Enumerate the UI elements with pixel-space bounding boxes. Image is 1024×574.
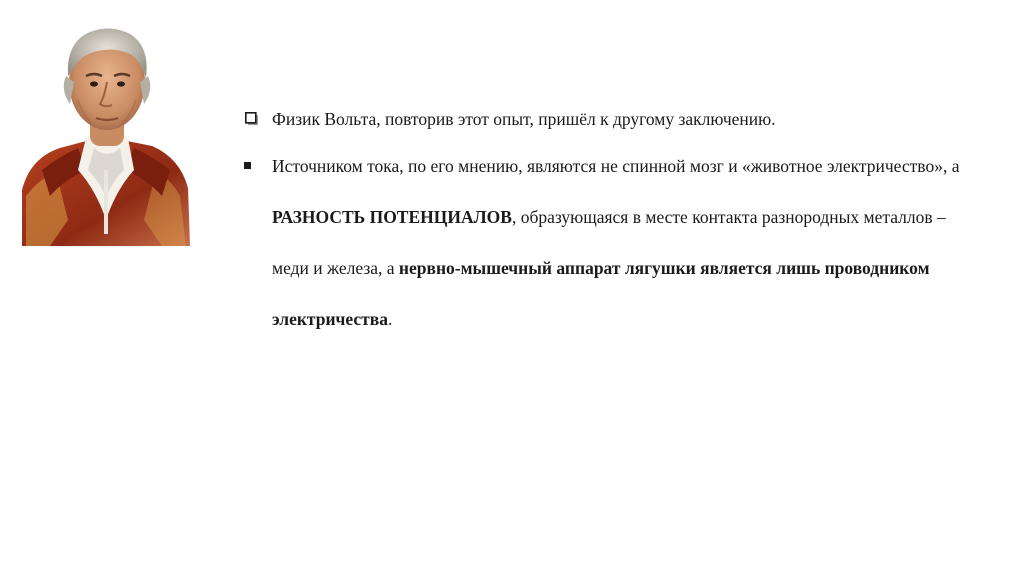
checkbox-bullet-icon: [245, 112, 259, 126]
bullet-2-bold-potential-difference: РАЗНОСТЬ ПОТЕНЦИАЛОВ: [272, 207, 512, 227]
bullet-2-bold-neuromuscular: нервно-мышечный аппарат лягушки является лишь проводником электричества: [272, 258, 930, 329]
volta-portrait-image: [20, 20, 192, 246]
bullet-1-text: Физик Вольта, повторив этот опыт, пришёл к другому заключению.: [272, 109, 776, 129]
bullet-list: [244, 104, 984, 345]
bullet-2-text-part-1: Источником тока, по его мнению, являются не спинной мозг и «животное электричество», а: [272, 156, 960, 176]
bullet-item-2: [244, 141, 984, 345]
square-bullet-icon: [244, 162, 251, 169]
bullet-2-text-part-2: , образующаяся в месте контакта разнородных металлов – меди и железа, а: [272, 207, 946, 278]
bullet-2-text-end: .: [387, 309, 393, 329]
bullet-item-1: [244, 104, 984, 134]
